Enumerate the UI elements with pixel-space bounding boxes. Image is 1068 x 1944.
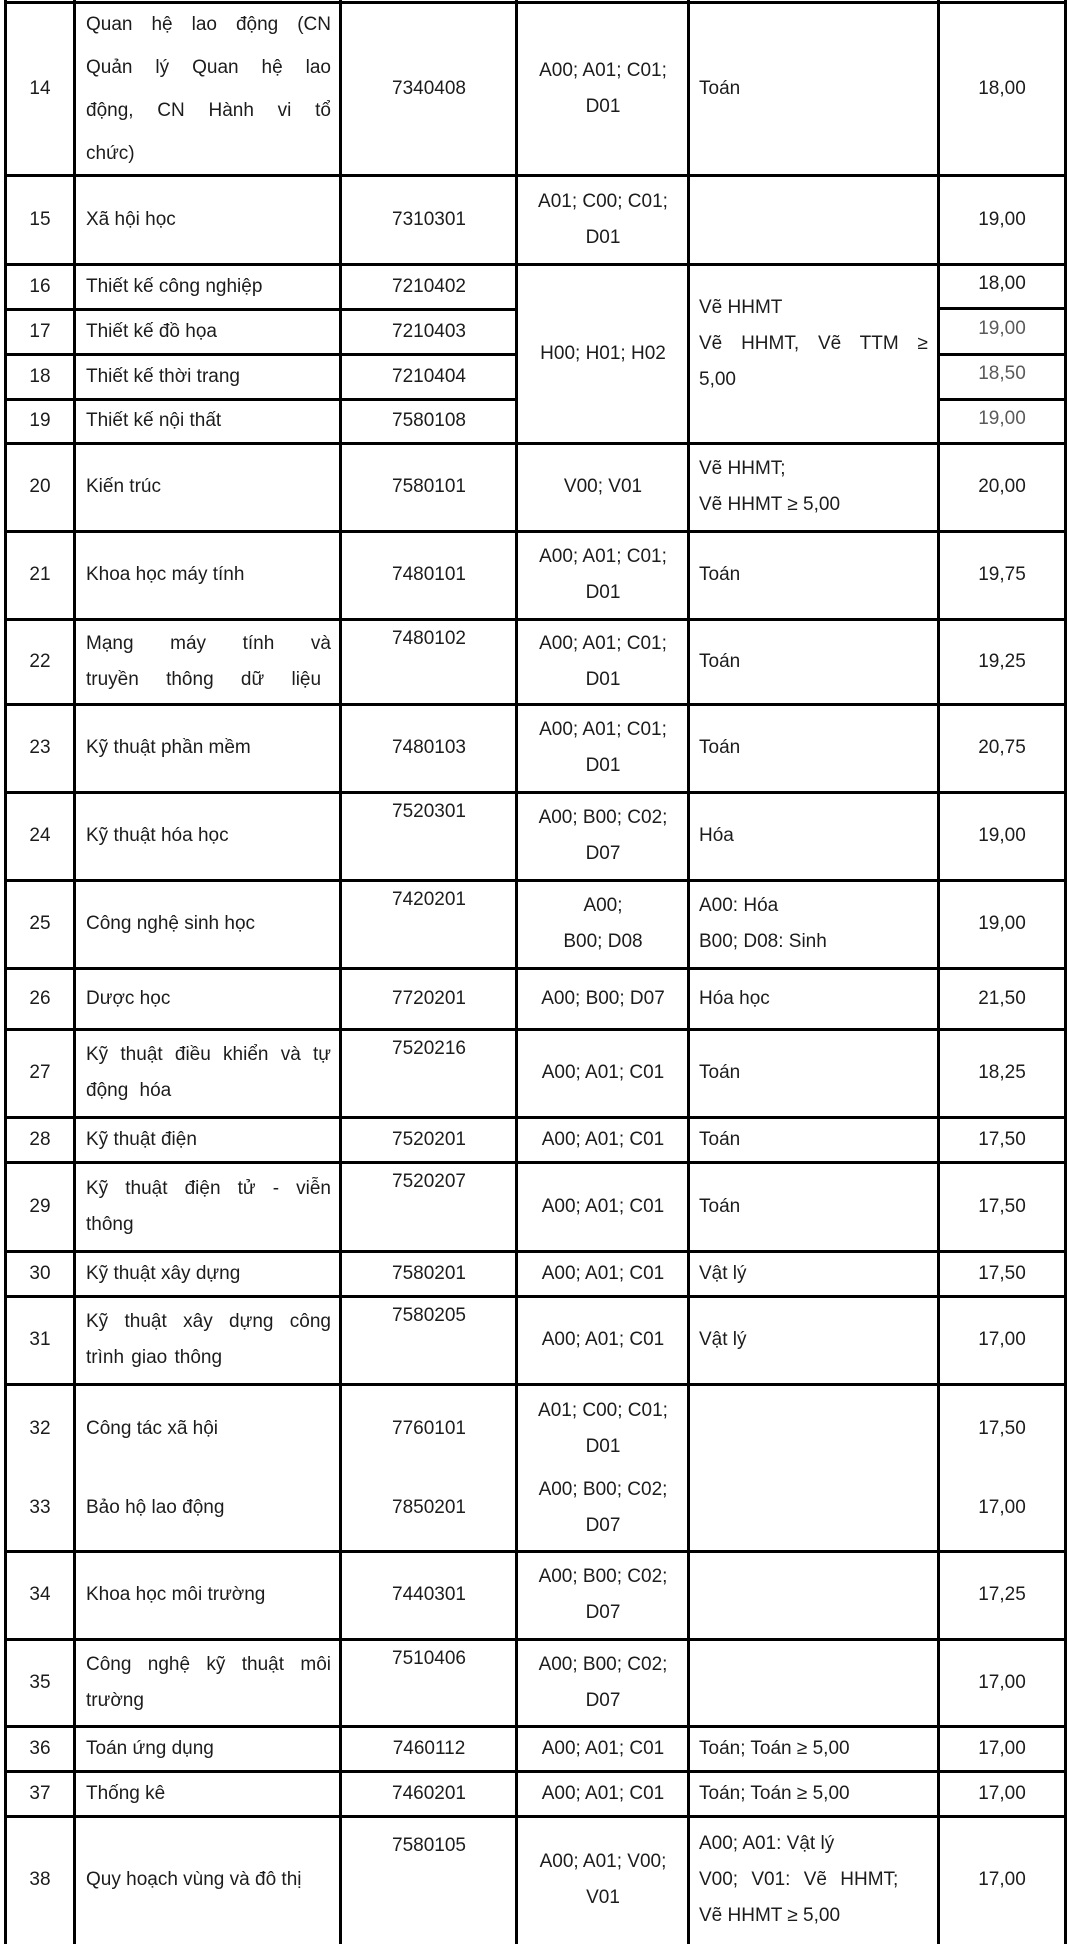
major-name: Khoa học môi trường: [86, 1584, 266, 1605]
subject-combinations: A00; B00; C02; D07: [538, 1566, 668, 1623]
major-name: Thiết kế công nghiệp: [86, 275, 263, 297]
grid-line: [4, 0, 7, 1944]
grid-line: [4, 1725, 1067, 1728]
subject-combinations: A00; B00; C02; D07: [538, 1478, 668, 1536]
major-code: 7460112: [392, 1737, 466, 1759]
cutoff-score: 17,50: [978, 1128, 1026, 1150]
subject-combinations: A00; A01; C01: [541, 1262, 665, 1284]
grid-line: [4, 1, 1067, 4]
cutoff-score: 19,00: [978, 318, 1026, 339]
grid-line: [4, 174, 1067, 177]
grid-line: [4, 618, 1067, 621]
grid-line: [4, 308, 518, 311]
table-row: [5, 792, 1066, 880]
row-number: 26: [29, 987, 51, 1009]
subject-combinations: A00; A01; C01; D01: [539, 59, 667, 117]
grid-line: [4, 530, 1067, 533]
major-code: 7310301: [392, 208, 466, 230]
table-row: [5, 1816, 1066, 1944]
cutoff-score: 17,00: [978, 1737, 1026, 1759]
grid-line: [4, 1550, 1067, 1553]
main-subject-line: Vẽ HHMT ≥ 5,00: [699, 1905, 841, 1926]
table-row: [5, 1726, 1066, 1771]
major-code: 7210403: [392, 320, 466, 342]
major-name: Mạng máy tính và truyền thông dữ liệu: [86, 632, 331, 690]
grid-line: [687, 0, 690, 1944]
cutoff-score: 19,25: [978, 650, 1026, 672]
grid-line: [4, 1250, 1067, 1253]
cutoff-score: 20,00: [978, 476, 1026, 497]
cutoff-score: 19,00: [978, 913, 1026, 934]
grid-line: [4, 703, 1067, 706]
cutoff-score: 20,75: [978, 737, 1026, 758]
cutoff-score: 21,50: [978, 987, 1026, 1009]
grid-line: [4, 1116, 1067, 1119]
cutoff-score: 17,50: [978, 1195, 1026, 1217]
main-subject-line: V00; V01: Vẽ HHMT;: [699, 1869, 899, 1890]
row-number: 33: [29, 1496, 51, 1518]
row-number: 34: [29, 1584, 51, 1605]
row-number: 21: [29, 564, 51, 585]
major-name: Kỹ thuật xây dựng công trình giao thông: [86, 1311, 331, 1368]
subject-combinations: A00; A01; C01; D01: [539, 546, 667, 603]
major-name: Thiết kế thời trang: [86, 365, 240, 387]
cutoff-score: 17,50: [978, 1262, 1026, 1284]
cutoff-score: 17,00: [978, 1671, 1026, 1693]
row-number: 38: [29, 1869, 51, 1890]
cutoff-score: 19,00: [978, 408, 1026, 429]
row-number: 30: [29, 1262, 51, 1284]
main-subject: Toán: [699, 1195, 741, 1217]
main-subject-line: A00: Hóa: [699, 895, 779, 916]
subject-combinations: A00; A01; C01: [541, 1737, 665, 1759]
main-subject: Toán: [699, 77, 741, 99]
row-number: 17: [29, 320, 51, 342]
table-row: [5, 1639, 1066, 1726]
cutoff-score: 17,00: [978, 1496, 1026, 1518]
subject-combinations-line: A00;: [583, 895, 623, 916]
cutoff-score: 19,00: [978, 825, 1026, 846]
main-subject-line: B00; D08: Sinh: [699, 931, 827, 952]
grid-line: [4, 1161, 1067, 1164]
subject-combinations: A00; B00; C02; D07: [538, 1653, 668, 1711]
table-row: [5, 531, 1066, 619]
major-code: 7520216: [392, 1038, 466, 1059]
major-name: Dược học: [86, 987, 171, 1009]
table-row: [5, 1771, 1066, 1816]
subject-combinations: A00; B00; D07: [541, 987, 665, 1009]
major-name: Công nghệ kỹ thuật môi trường: [86, 1653, 331, 1711]
subject-combinations-line: B00; D08: [563, 931, 643, 952]
grid-line: [937, 307, 1067, 310]
grid-line: [4, 1815, 1067, 1818]
main-subject: Vật lý: [699, 1329, 747, 1350]
grid-line: [4, 1383, 1067, 1386]
row-number: 19: [29, 410, 51, 431]
row-number: 37: [29, 1782, 51, 1804]
main-subject: Vật lý: [699, 1262, 747, 1284]
major-name: Kỹ thuật xây dựng: [86, 1262, 241, 1284]
major-name: Kiến trúc: [86, 476, 161, 497]
grid-line: [937, 398, 1067, 401]
main-subject: Toán: [699, 1062, 741, 1083]
major-code: 7460201: [392, 1782, 466, 1804]
main-subject-line: A00; A01: Vật lý: [699, 1833, 835, 1854]
main-subject: Toán: [699, 650, 741, 672]
row-number: 15: [29, 208, 51, 230]
grid-line: [1064, 0, 1067, 1944]
major-code: 7520201: [392, 1128, 466, 1150]
main-subject: [689, 1639, 938, 1726]
row-number: 16: [29, 275, 51, 297]
main-subject: Hóa: [699, 825, 734, 846]
row-number: 18: [29, 365, 51, 387]
grid-line: [937, 0, 940, 1944]
main-subject: Toán: [699, 564, 741, 585]
subject-combinations: A01; C00; C01; D01: [538, 1400, 668, 1457]
major-name: Kỹ thuật hóa học: [86, 825, 229, 846]
major-name: Xã hội học: [86, 208, 176, 230]
subject-combinations: A00; A01; C01; D01: [539, 719, 667, 776]
table-row: [5, 880, 1066, 968]
main-subject: Toán: [699, 737, 741, 758]
major-name: Công nghệ sinh học: [86, 913, 256, 934]
table-row: [5, 1117, 1066, 1162]
grid-line: [339, 0, 342, 1944]
table-row: [5, 175, 1066, 264]
table-row: [5, 1251, 1066, 1296]
grid-line: [4, 353, 518, 356]
major-name: Kỹ thuật điện: [86, 1128, 197, 1150]
major-name: Toán ứng dụng: [86, 1737, 214, 1759]
main-subject: Toán; Toán ≥ 5,00: [699, 1737, 850, 1759]
major-name: Kỹ thuật phần mềm: [86, 737, 251, 758]
row-number: 32: [29, 1418, 51, 1439]
major-code: 7440301: [392, 1584, 466, 1605]
major-code: 7520207: [392, 1171, 466, 1192]
major-code: 7480103: [392, 737, 466, 758]
cutoff-score: 18,00: [978, 77, 1026, 99]
cutoff-score: 18,25: [978, 1062, 1026, 1083]
cutoff-score: 17,50: [978, 1418, 1026, 1439]
subject-combinations: H00; H01; H02: [540, 342, 666, 364]
major-name: Thống kê: [86, 1782, 166, 1804]
major-code: 7210402: [392, 275, 466, 297]
grid-line: [4, 1770, 1067, 1773]
row-number: 23: [29, 737, 51, 758]
grid-line: [73, 0, 76, 1944]
major-name: Thiết kế nội thất: [86, 410, 222, 431]
grid-line: [4, 879, 1067, 882]
table-row: [5, 1551, 1066, 1639]
table-row: [5, 1384, 1066, 1464]
subject-combinations: A00; A01; C01; D01: [539, 632, 667, 690]
table-row: [5, 1162, 1066, 1251]
major-code: 7520301: [392, 801, 466, 822]
cutoff-score: 18,50: [978, 363, 1026, 384]
grid-line: [4, 791, 1067, 794]
table-row: [5, 1464, 1066, 1551]
subject-combinations: A00; A01; C01: [541, 1329, 665, 1350]
row-number: 24: [29, 825, 51, 846]
major-code: 7480102: [392, 628, 466, 649]
row-number: 20: [29, 476, 51, 497]
row-number: 31: [29, 1329, 51, 1350]
main-subject: [689, 1464, 938, 1551]
grid-line: [4, 442, 1067, 445]
major-name: Bảo hộ lao động: [86, 1496, 225, 1518]
cutoff-score: 17,00: [978, 1869, 1026, 1890]
major-code: 7480101: [392, 564, 466, 585]
subject-combinations: A00; B00; C02; D07: [538, 807, 668, 864]
subject-combinations: A00; A01; C01: [541, 1062, 665, 1083]
row-number: 28: [29, 1128, 51, 1150]
row-number: 27: [29, 1062, 51, 1083]
grid-line: [4, 398, 518, 401]
major-name: Quy hoạch vùng và đô thị: [86, 1869, 302, 1890]
main-subject: Toán: [699, 1128, 741, 1150]
main-subject: Toán; Toán ≥ 5,00: [699, 1782, 850, 1804]
major-code: 7760101: [392, 1418, 466, 1439]
major-code: 7720201: [392, 987, 466, 1009]
row-number: 29: [29, 1195, 51, 1217]
main-subject: [689, 175, 938, 264]
table-row: [5, 968, 1066, 1029]
subject-combinations: A01; C00; C01; D01: [538, 190, 668, 248]
main-subject-line: Vẽ HHMT ≥ 5,00: [699, 494, 841, 515]
cutoff-score: 19,00: [978, 208, 1026, 230]
main-subject: Hóa học: [699, 987, 770, 1009]
table-row: [5, 443, 1066, 531]
major-name: Khoa học máy tính: [86, 564, 245, 585]
table-row: [5, 1296, 1066, 1384]
grid-line: [4, 967, 1067, 970]
major-code: 7580105: [392, 1835, 466, 1856]
table-row: [5, 1029, 1066, 1117]
major-code: 7510406: [392, 1648, 466, 1669]
row-number: 35: [29, 1671, 51, 1693]
table-row: [5, 704, 1066, 792]
cutoff-score: 17,00: [978, 1329, 1026, 1350]
major-name: Thiết kế đồ họa: [86, 320, 217, 342]
major-code: 7580201: [392, 1262, 466, 1284]
major-code: 7580101: [392, 476, 466, 497]
grid-line: [4, 263, 1067, 266]
cutoff-score: 18,00: [978, 273, 1026, 294]
subject-combinations: A00; A01; C01: [541, 1782, 665, 1804]
row-number: 36: [29, 1737, 51, 1759]
major-code: 7420201: [392, 889, 466, 910]
cutoff-score: 17,25: [978, 1584, 1026, 1605]
major-code: 7210404: [392, 365, 466, 387]
major-code: 7340408: [392, 77, 466, 99]
table-row: [5, 619, 1066, 704]
cutoff-score: 17,00: [978, 1782, 1026, 1804]
row-number: 22: [29, 650, 51, 672]
subject-combinations: A00; A01; C01: [541, 1195, 665, 1217]
table-row: [5, 2, 1066, 175]
major-code: 7580108: [392, 410, 466, 431]
major-name: Kỹ thuật điều khiển và tự động hóa: [86, 1044, 331, 1101]
major-code: 7850201: [392, 1496, 466, 1518]
major-code: 7580205: [392, 1305, 466, 1326]
major-name: Công tác xã hội: [86, 1418, 219, 1439]
grid-line: [4, 1028, 1067, 1031]
cutoff-score: 19,75: [978, 564, 1026, 585]
subject-combinations: A00; A01; C01: [541, 1128, 665, 1150]
main-subject: [689, 1384, 938, 1464]
grid-line: [4, 1638, 1067, 1641]
main-subject-line: Vẽ HHMT: [699, 297, 783, 318]
major-name: Quan hệ lao động (CN Quản lý Quan hệ lao động, CN Hành vi tổ chức): [86, 13, 331, 164]
row-number: 14: [29, 77, 51, 99]
subject-combinations: V00; V01: [563, 476, 643, 497]
grid-line: [937, 353, 1067, 356]
grid-line: [515, 0, 518, 1944]
grid-line: [4, 1295, 1067, 1298]
row-number: 25: [29, 913, 51, 934]
subject-combinations: A00; A01; V00; V01: [539, 1851, 667, 1908]
main-subject-line: Vẽ HHMT;: [699, 458, 786, 479]
main-subject: [689, 1551, 938, 1639]
main-subject-line: Vẽ HHMT, Vẽ TTM ≥ 5,00: [699, 333, 928, 390]
major-name: Kỹ thuật điện tử - viễn thông: [86, 1177, 331, 1235]
